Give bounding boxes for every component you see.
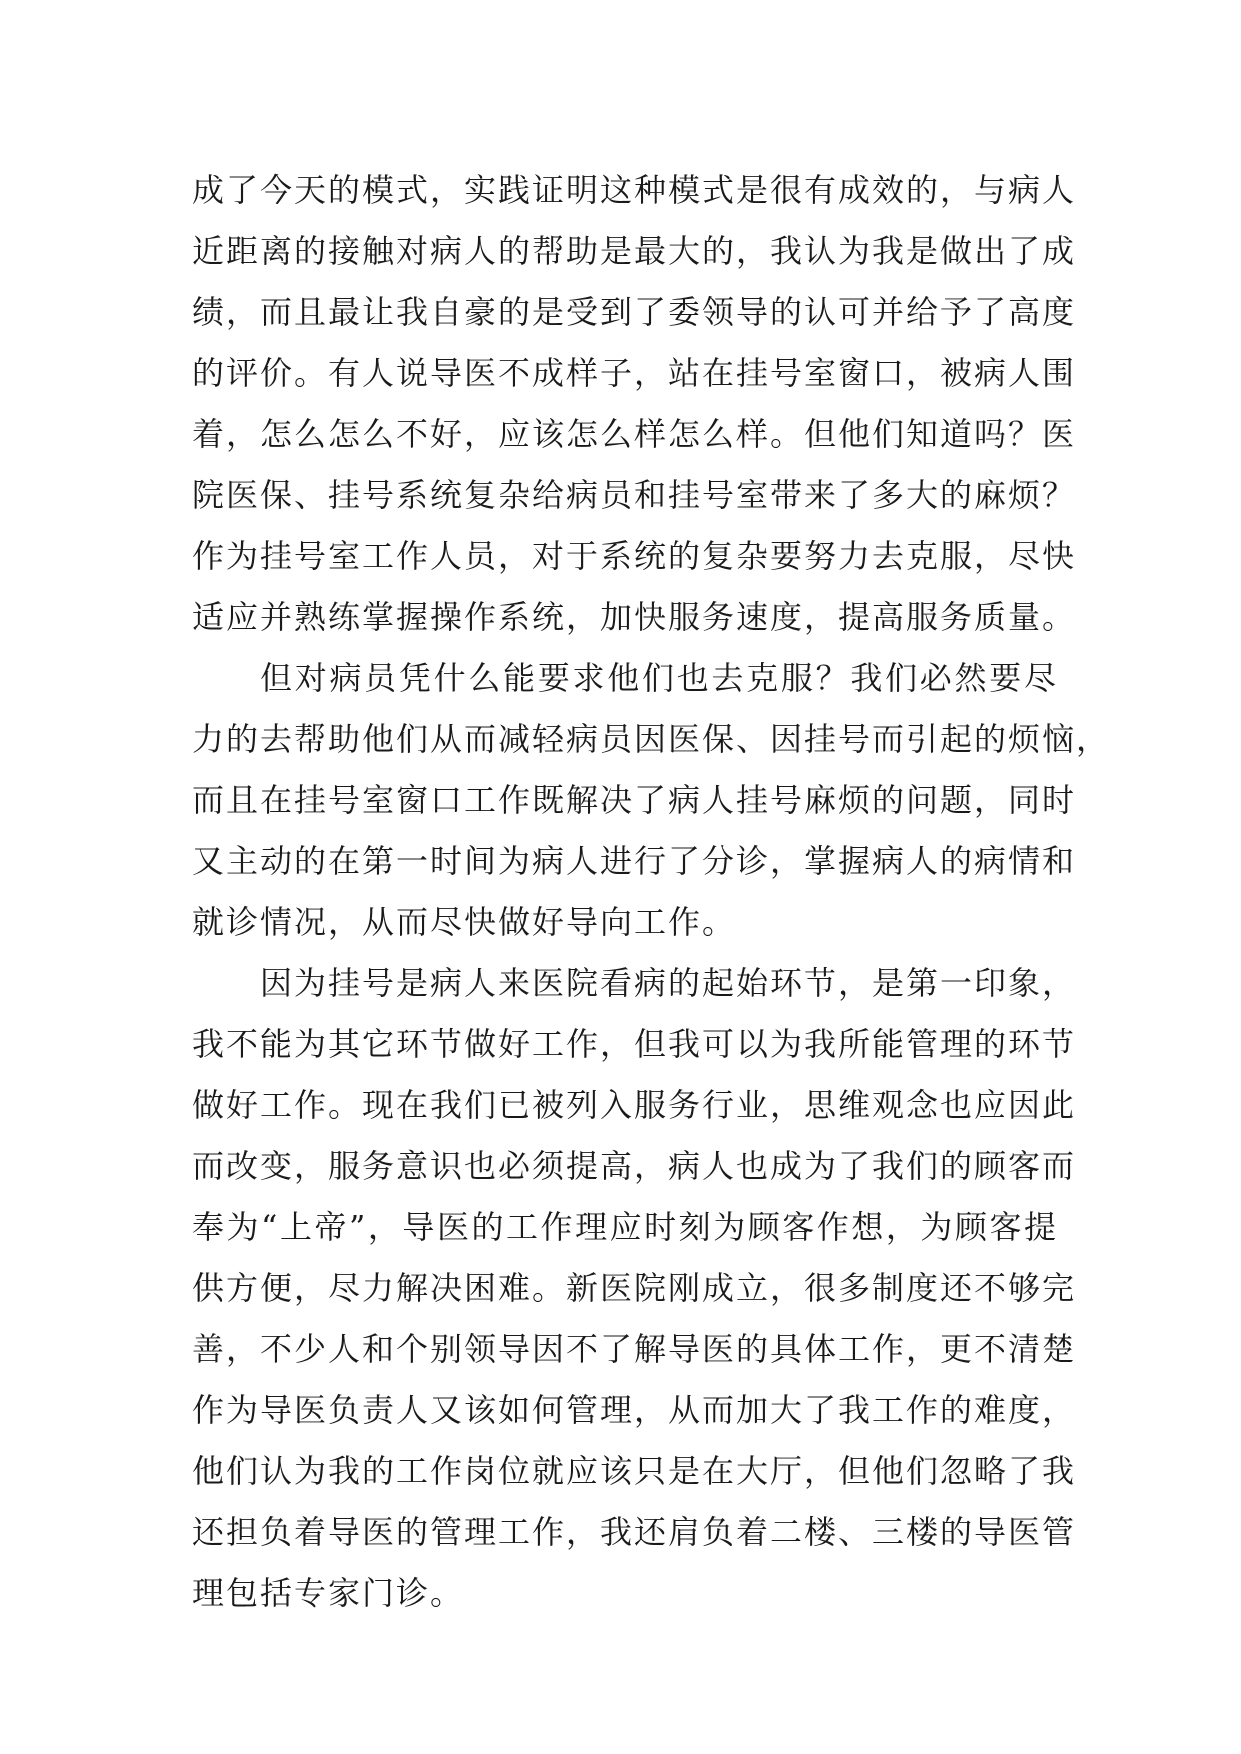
paragraph-2-line-3: 而且在挂号室窗口工作既解决了病人挂号麻烦的问题，同时 [192, 781, 1077, 819]
paragraph-1-line-3: 绩，而且最让我自豪的是受到了委领导的认可并给予了高度 [192, 293, 1077, 331]
paragraph-3-line-11: 理包括专家门诊。 [192, 1574, 465, 1612]
paragraph-1-line-4: 的评价。有人说导医不成样子，站在挂号室窗口，被病人围 [192, 354, 1077, 392]
paragraph-1-line-6: 院医保、挂号系统复杂给病员和挂号室带来了多大的麻烦？ [192, 476, 1077, 514]
paragraph-3-line-1: 因为挂号是病人来医院看病的起始环节，是第一印象， [260, 964, 1077, 1002]
paragraph-1-line-2: 近距离的接触对病人的帮助是最大的，我认为我是做出了成 [192, 232, 1077, 270]
paragraph-1-line-7: 作为挂号室工作人员，对于系统的复杂要努力去克服，尽快 [192, 537, 1077, 575]
paragraph-2-line-5: 就诊情况，从而尽快做好导向工作。 [192, 903, 737, 941]
paragraph-2-line-1: 但对病员凭什么能要求他们也去克服？我们必然要尽 [260, 659, 1058, 697]
paragraph-1-line-8: 适应并熟练掌握操作系统，加快服务速度，提高服务质量。 [192, 598, 1077, 636]
paragraph-2-line-2: 力的去帮助他们从而减轻病员因医保、因挂号而引起的烦恼， [192, 720, 1111, 758]
paragraph-3-line-5: 奉为“上帝”，导医的工作理应时刻为顾客作想，为顾客提 [192, 1208, 1058, 1246]
paragraph-3-line-2: 我不能为其它环节做好工作，但我可以为我所能管理的环节 [192, 1025, 1077, 1063]
document-body [192, 160, 1111, 1624]
paragraph-3-line-10: 还担负着导医的管理工作，我还肩负着二楼、三楼的导医管 [192, 1513, 1077, 1551]
paragraph-3-line-4: 而改变，服务意识也必须提高，病人也成为了我们的顾客而 [192, 1147, 1077, 1185]
paragraph-1-line-1: 成了今天的模式，实践证明这种模式是很有成效的，与病人 [192, 171, 1077, 209]
paragraph-3-line-3: 做好工作。现在我们已被列入服务行业，思维观念也应因此 [192, 1086, 1077, 1124]
paragraph-3-line-6: 供方便，尽力解决困难。新医院刚成立，很多制度还不够完 [192, 1269, 1077, 1307]
paragraph-3-line-7: 善，不少人和个别领导因不了解导医的具体工作，更不清楚 [192, 1330, 1077, 1368]
paragraph-3-line-9: 他们认为我的工作岗位就应该只是在大厅，但他们忽略了我 [192, 1452, 1077, 1490]
paragraph-3-line-8: 作为导医负责人又该如何管理，从而加大了我工作的难度， [192, 1391, 1077, 1429]
paragraph-1-line-5: 着，怎么怎么不好，应该怎么样怎么样。但他们知道吗？医 [192, 415, 1077, 453]
paragraph-2-line-4: 又主动的在第一时间为病人进行了分诊，掌握病人的病情和 [192, 842, 1077, 880]
